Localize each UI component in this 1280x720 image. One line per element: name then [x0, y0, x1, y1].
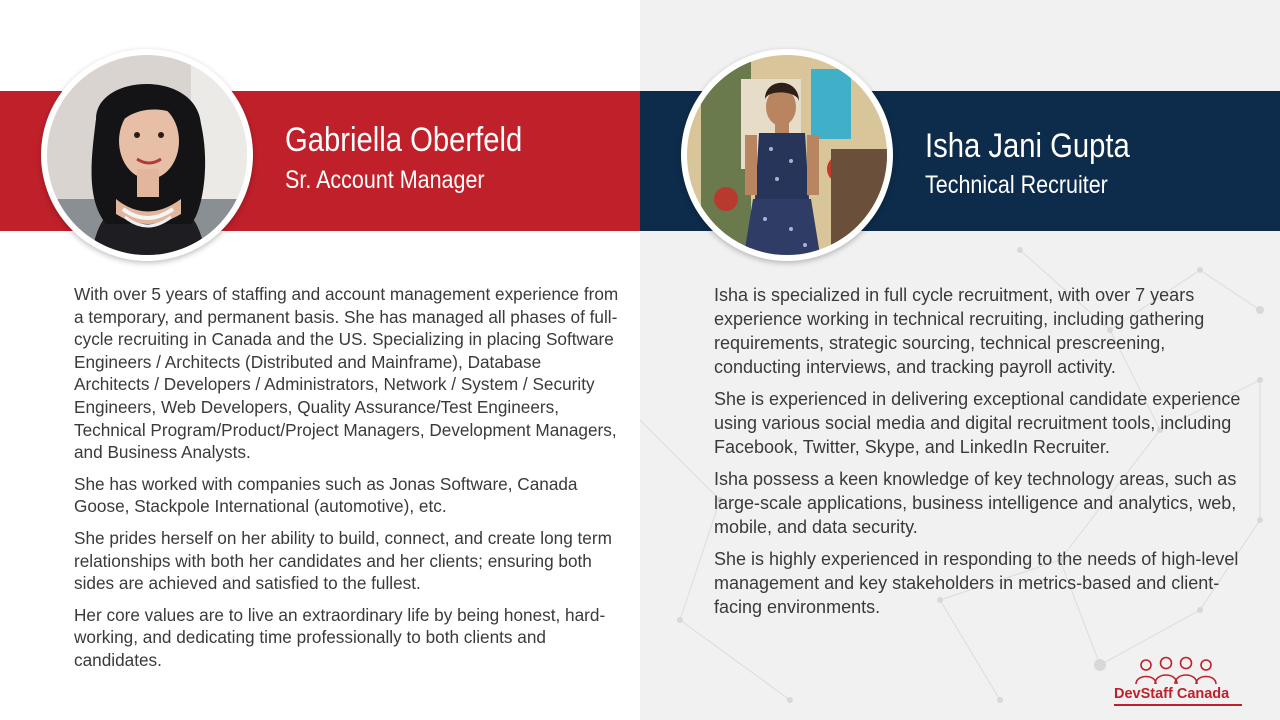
bio-paragraph: Isha is specialized in full cycle recruitment, with over 7 years experience working in technical recruiting, including gathering requirements, strategic sourcing, technical prescreening, conducting interviews, and tracking payroll activity. — [714, 285, 1205, 377]
left-profile-photo — [41, 49, 253, 261]
left-profile-bio — [74, 283, 619, 681]
people-group-icon — [1110, 656, 1246, 686]
right-profile-title: Technical Recruiter — [925, 171, 1108, 199]
portrait-photo-left — [41, 49, 253, 261]
portrait-photo-right — [681, 49, 893, 261]
bio-paragraph: With over 5 years of staffing and account management experience from a temporary, and permanent basis. She has managed all phases of full-cycle recruiting in Canada and the US. Specializing in placing Software Engineers / Architects (Distributed and Mainframe), Database Architects / Developers / Administrators, Network / System / Security Engineers, Web Developers, Quality Assurance/Test Engineers, Technical Program/Product/Project Managers, Development Managers, and Business Analysts. — [74, 284, 619, 463]
bio-paragraph: She has worked with companies such as Jonas Software, Canada Goose, Stackpole International (automotive), etc. — [74, 473, 578, 517]
bio-paragraph: She is highly experienced in responding to the needs of high-level management and key stakeholders in metrics-based and client-facing environments. — [714, 549, 1239, 617]
right-profile-bio — [714, 283, 1244, 627]
logo-underline — [1114, 704, 1242, 706]
bio-paragraph: Isha possess a keen knowledge of key technology areas, such as large-scale applications, business intelligence and analytics, web, mobile, and data security. — [714, 469, 1237, 537]
bio-paragraph: Her core values are to live an extraordinary life by being honest, hard-working, and dedicating time professionally to both clients and candidates. — [74, 604, 606, 670]
left-profile-title: Sr. Account Manager — [285, 166, 485, 194]
bio-paragraph: She is experienced in delivering exceptional candidate experience using various social media and digital recruitment tools, including Facebook, Twitter, Skype, and LinkedIn Recruiter. — [714, 389, 1241, 457]
right-profile-name: Isha Jani Gupta — [925, 127, 1130, 165]
company-logo — [1110, 656, 1246, 706]
bio-paragraph: She prides herself on her ability to build, connect, and create long term relationships with both her candidates and her clients; ensuring both sides are achieved and satisfied to the fullest. — [74, 527, 612, 594]
left-profile-name: Gabriella Oberfeld — [285, 121, 523, 159]
right-profile-photo — [681, 49, 893, 261]
company-logo-text: DevStaff Canada — [1114, 686, 1230, 702]
